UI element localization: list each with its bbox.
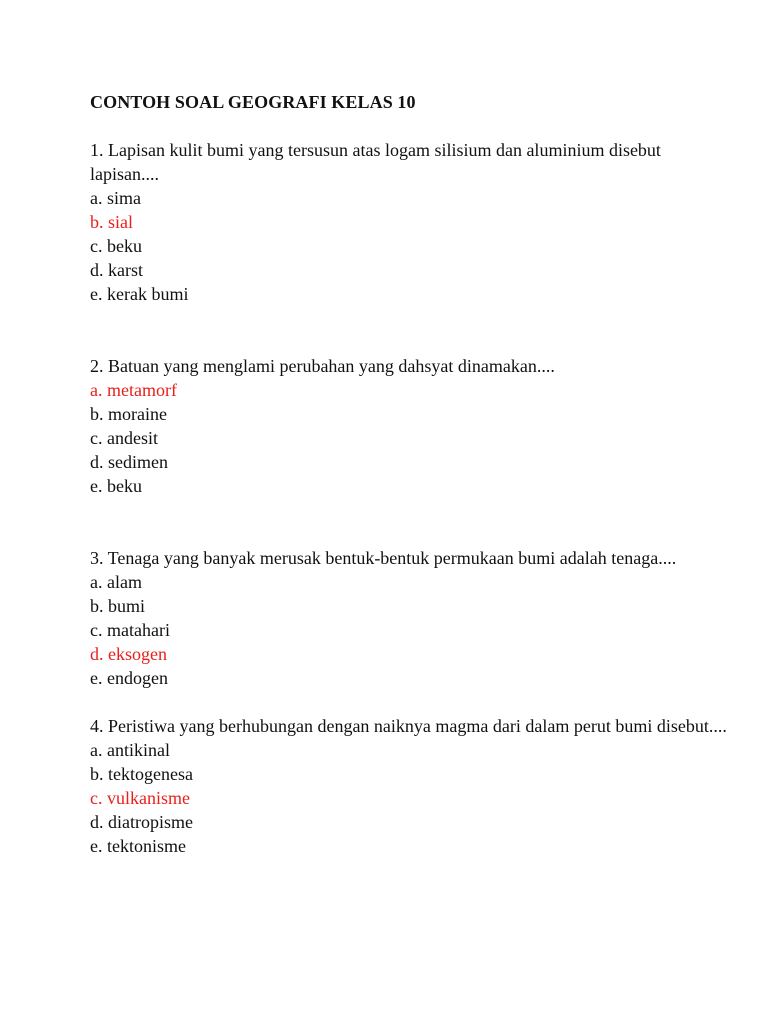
- page-title: CONTOH SOAL GEOGRAFI KELAS 10: [90, 92, 416, 112]
- question-text: 1. Lapisan kulit bumi yang tersusun atas logam silisium dan aluminium disebut lapisan....: [90, 140, 661, 184]
- option-c: c. beku: [90, 236, 142, 256]
- option-e: e. kerak bumi: [90, 284, 189, 304]
- option-d: d. sedimen: [90, 452, 168, 472]
- question-2: [90, 354, 730, 498]
- question-4: [90, 714, 730, 858]
- option-c: c. andesit: [90, 428, 158, 448]
- document-page: [90, 90, 730, 858]
- option-e: e. tektonisme: [90, 836, 186, 856]
- option-d-correct-answer: d. eksogen: [90, 644, 167, 664]
- option-a: a. alam: [90, 572, 142, 592]
- option-a: a. antikinal: [90, 740, 170, 760]
- option-c-correct-answer: c. vulkanisme: [90, 788, 190, 808]
- question-text: 2. Batuan yang menglami perubahan yang dahsyat dinamakan....: [90, 356, 555, 376]
- option-a-correct-answer: a. metamorf: [90, 380, 177, 400]
- option-list: [90, 738, 730, 858]
- question-text: 4. Peristiwa yang berhubungan dengan naiknya magma dari dalam perut bumi disebut....: [90, 716, 727, 736]
- option-e: e. beku: [90, 476, 142, 496]
- question-text: 3. Tenaga yang banyak merusak bentuk-bentuk permukaan bumi adalah tenaga....: [90, 548, 677, 568]
- option-b: b. moraine: [90, 404, 167, 424]
- question-3: [90, 546, 730, 690]
- option-c: c. matahari: [90, 620, 170, 640]
- option-d: d. karst: [90, 260, 143, 280]
- option-b: b. bumi: [90, 596, 146, 616]
- question-1: [90, 138, 730, 306]
- option-list: [90, 378, 730, 498]
- option-a: a. sima: [90, 188, 141, 208]
- option-list: [90, 570, 730, 690]
- option-b: b. tektogenesa: [90, 764, 193, 784]
- option-list: [90, 186, 730, 306]
- option-e: e. endogen: [90, 668, 168, 688]
- option-d: d. diatropisme: [90, 812, 193, 832]
- option-b-correct-answer: b. sial: [90, 212, 133, 232]
